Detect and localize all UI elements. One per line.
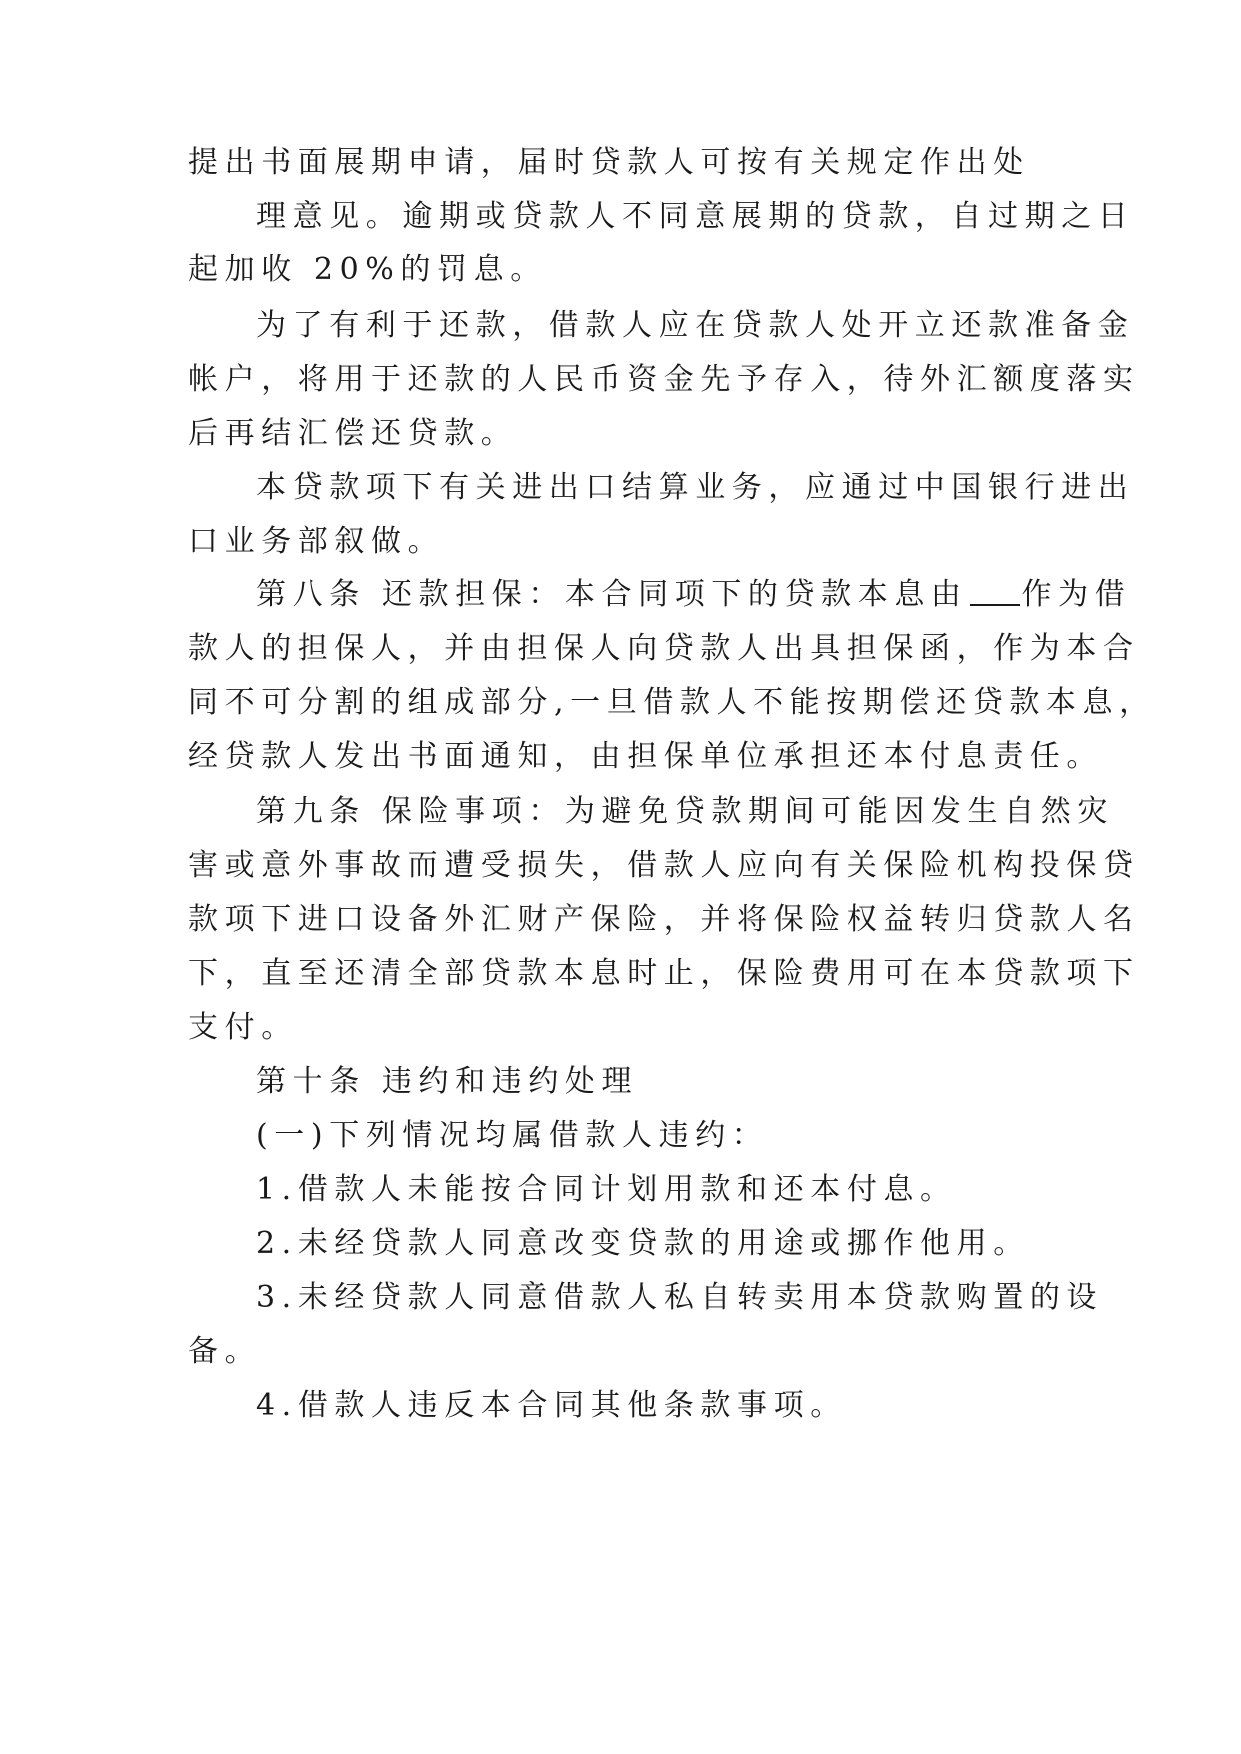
text-line-3: 起加收 20%的罚息。 [188, 252, 547, 287]
text-line-21: 2.未经贷款人同意改变贷款的用途或挪作他用。 [256, 1226, 1030, 1261]
text-line-23: 备。 [188, 1334, 262, 1369]
text-line-8: 口业务部叙做。 [188, 524, 445, 559]
article-8-heading: 第八条 还款担保：本合同项下的贷款本息由 [256, 577, 968, 612]
text-line-2: 理意见。逾期或贷款人不同意展期的贷款，自过期之日 [256, 199, 1135, 234]
text-line-22: 3.未经贷款人同意借款人私自转卖用本贷款购置的设 [256, 1280, 1104, 1315]
text-line-13: 第九条 保险事项：为避免贷款期间可能因发生自然灾 [256, 794, 1114, 829]
text-line-10: 款人的担保人，并由担保人向贷款人出具担保函，作为本合 [188, 631, 1140, 666]
text-line-24: 4.借款人违反本合同其他条款事项。 [256, 1388, 847, 1423]
text-line-12: 经贷款人发出书面通知，由担保单位承担还本付息责任。 [188, 739, 1103, 774]
text-line-14: 害或意外事故而遭受损失，借款人应向有关保险机构投保贷 [188, 848, 1140, 883]
text-line-20: 1.借款人未能按合同计划用款和还本付息。 [256, 1172, 957, 1207]
text-line-17: 支付。 [188, 1010, 298, 1045]
text-line-16: 下，直至还清全部贷款本息时止，保险费用可在本贷款项下 [188, 956, 1140, 991]
text-line-11: 同不可分割的组成部分,一旦借款人不能按期偿还贷款本息， [188, 685, 1156, 720]
text-line-4: 为了有利于还款，借款人应在贷款人处开立还款准备金 [256, 308, 1135, 343]
text-line-1: 提出书面展期申请，届时贷款人可按有关规定作出处 [188, 145, 1030, 180]
text-line-19: (一)下列情况均属借款人违约： [256, 1118, 769, 1153]
text-line-6: 后再结汇偿还贷款。 [188, 416, 518, 451]
text-line-7: 本贷款项下有关进出口结算业务，应通过中国银行进出 [256, 470, 1135, 505]
text-line-18: 第十条 违约和违约处理 [256, 1064, 639, 1099]
text-line-9 [256, 573, 1131, 617]
text-line-5: 帐户，将用于还款的人民币资金先予存入，待外汇额度落实 [188, 362, 1140, 397]
article-8-continuation: 作为借 [1021, 577, 1132, 612]
text-line-15: 款项下进口设备外汇财产保险，并将保险权益转归贷款人名 [188, 902, 1140, 937]
guarantor-blank[interactable] [970, 574, 1020, 606]
